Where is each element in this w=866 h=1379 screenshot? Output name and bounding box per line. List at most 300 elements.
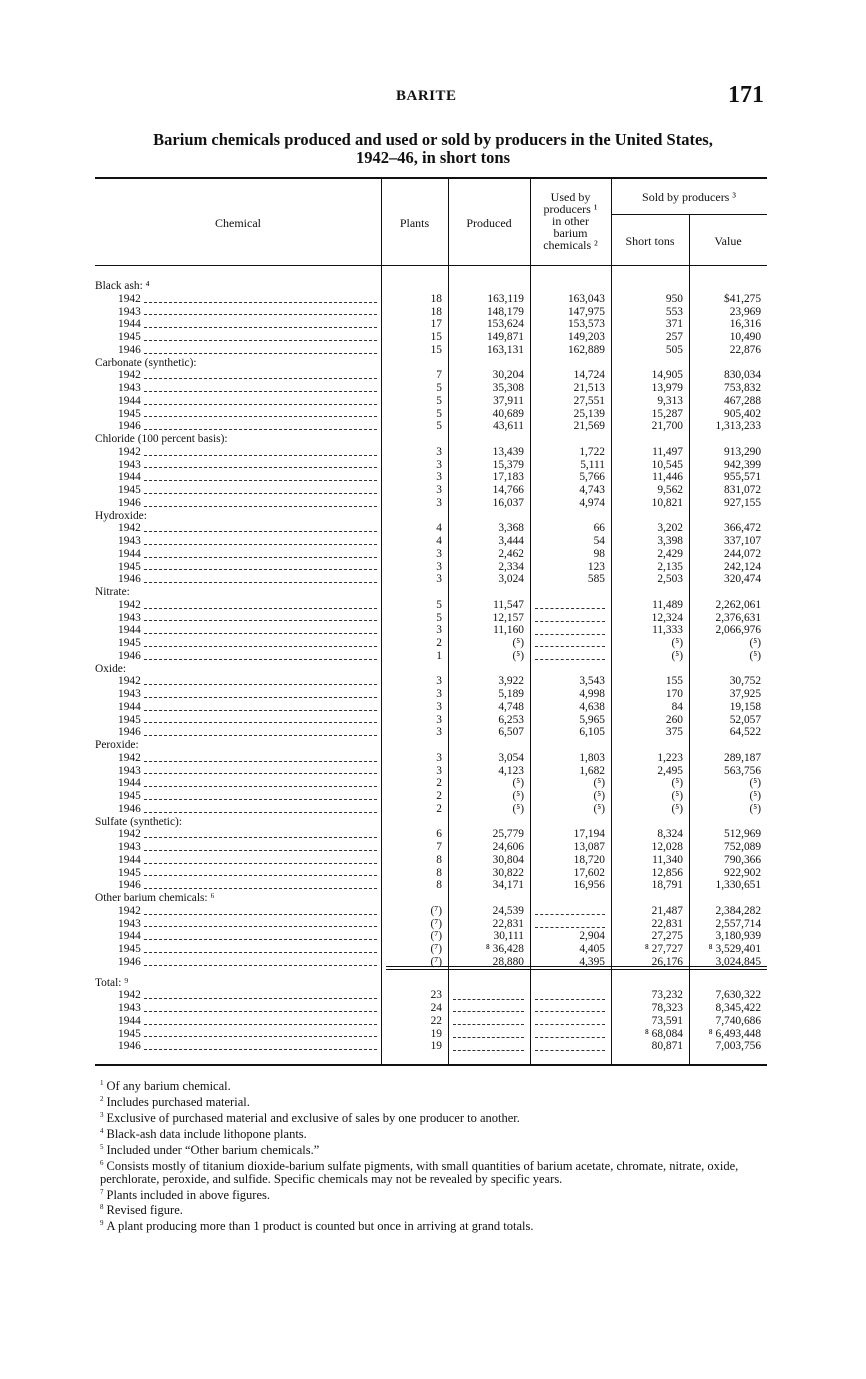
year-cell: 1944 xyxy=(95,701,381,714)
year-cell: 1945 xyxy=(95,331,381,344)
used-cell: (⁵) xyxy=(593,790,605,802)
category-row xyxy=(95,510,767,523)
plants-cell: 3 xyxy=(436,573,442,586)
used-cell: (⁵) xyxy=(593,802,605,815)
used-cell: 4,638 xyxy=(579,700,605,713)
footnote-mark: 4 xyxy=(100,1126,104,1135)
produced-cell: (⁵) xyxy=(512,637,524,649)
short-tons-cell: 553 xyxy=(665,305,683,318)
produced-cell: 153,624 xyxy=(486,318,524,331)
data-table xyxy=(95,280,767,1053)
value-cell: $41,275 xyxy=(724,292,762,305)
year-cell: 1945 xyxy=(95,943,381,956)
value-cell: 922,902 xyxy=(724,866,762,879)
spacer-row xyxy=(95,969,767,977)
table-row xyxy=(95,879,767,892)
table-row xyxy=(95,471,767,484)
footnote-text: Black-ash data include lithopone plants. xyxy=(106,1127,307,1142)
short-tons-cell: (⁵) xyxy=(671,649,683,662)
used-cell: (⁵) xyxy=(593,777,605,790)
table-row xyxy=(95,854,767,867)
used-cell: 5,111 xyxy=(580,458,605,471)
category-label: Total: ⁹ xyxy=(95,976,129,989)
plants-cell: 23 xyxy=(430,989,442,1002)
value-cell: 3,024,845 xyxy=(715,955,762,968)
page-number: 171 xyxy=(728,82,764,108)
plants-cell: 3 xyxy=(436,713,442,726)
produced-cell: 28,880 xyxy=(492,955,524,968)
short-tons-cell: 11,340 xyxy=(652,853,683,866)
value-cell: 7,630,322 xyxy=(715,989,762,1002)
footnote-text: A plant producing more than 1 product is counted but once in arriving at grand totals. xyxy=(106,1219,534,1234)
year-cell: 1944 xyxy=(95,395,381,408)
value-cell: 1,313,233 xyxy=(715,420,762,433)
produced-cell: 148,179 xyxy=(486,305,524,318)
footnote-text: Exclusive of purchased material and exclusive of sales by one producer to another. xyxy=(106,1111,520,1126)
produced-cell: 34,171 xyxy=(492,879,524,892)
plants-cell: 19 xyxy=(430,1027,442,1040)
used-cell: 153,573 xyxy=(567,318,605,331)
value-cell: 366,472 xyxy=(724,522,762,535)
table-row xyxy=(95,752,767,765)
year-cell: 1942 xyxy=(95,905,381,918)
table-row xyxy=(95,1040,767,1053)
plants-cell: 4 xyxy=(436,535,442,547)
header-bottom-rule xyxy=(95,265,767,266)
table-row xyxy=(95,446,767,459)
year-cell: 1944 xyxy=(95,1015,381,1028)
year-cell: 1942 xyxy=(95,989,381,1002)
table-row xyxy=(95,382,767,395)
plants-cell: 7 xyxy=(436,841,442,853)
year-cell: 1942 xyxy=(95,752,381,765)
produced-cell: (⁵) xyxy=(512,777,524,790)
category-row xyxy=(95,280,767,293)
value-cell: 320,474 xyxy=(724,573,762,586)
table-row xyxy=(95,828,767,841)
produced-cell: (⁵) xyxy=(512,802,524,815)
footnote-mark: 7 xyxy=(100,1187,104,1196)
year-cell: 1944 xyxy=(95,318,381,331)
table-row xyxy=(95,675,767,688)
table-row xyxy=(95,930,767,943)
col-header-sold-group: Sold by producers ³ xyxy=(642,190,736,204)
plants-cell: 3 xyxy=(436,764,442,777)
short-tons-cell: 78,323 xyxy=(651,1002,683,1014)
short-tons-cell: 12,324 xyxy=(651,611,683,624)
category-label: Black ash: ⁴ xyxy=(95,280,150,292)
footnote-mark: 8 xyxy=(100,1203,104,1212)
year-cell: 1944 xyxy=(95,548,381,561)
footnote-text: Included under “Other barium chemicals.” xyxy=(106,1142,320,1157)
empty-cell xyxy=(530,905,611,918)
produced-cell: 4,748 xyxy=(498,700,524,713)
used-cell: 1,803 xyxy=(579,751,605,764)
section-name: BARITE xyxy=(396,88,457,104)
short-tons-cell: 257 xyxy=(665,331,683,343)
year-cell: 1945 xyxy=(95,637,381,650)
value-cell: 512,969 xyxy=(724,828,762,841)
table-row xyxy=(95,612,767,625)
table-row xyxy=(95,905,767,918)
value-cell: 913,290 xyxy=(724,445,762,458)
value-cell: 242,124 xyxy=(724,560,762,573)
produced-cell: 3,444 xyxy=(498,535,524,547)
footnote-text: Includes purchased material. xyxy=(106,1095,250,1110)
year-cell: 1942 xyxy=(95,828,381,841)
value-cell: 64,522 xyxy=(729,726,762,739)
used-cell: 123 xyxy=(587,560,605,573)
table-row xyxy=(95,599,767,612)
table-row xyxy=(95,989,767,1002)
plants-cell: 6 xyxy=(436,828,442,841)
table-row xyxy=(95,535,767,548)
used-cell: 5,965 xyxy=(579,713,605,726)
produced-cell: 17,183 xyxy=(492,471,524,484)
footnote xyxy=(100,1125,772,1141)
value-cell: 7,740,686 xyxy=(715,1014,762,1027)
table-row xyxy=(95,650,767,663)
short-tons-cell: ⁸ 68,084 xyxy=(644,1027,683,1040)
year-cell: 1943 xyxy=(95,306,381,319)
table-row xyxy=(95,484,767,497)
table-row xyxy=(95,1028,767,1041)
used-cell: 1,682 xyxy=(579,764,605,777)
produced-cell: 30,804 xyxy=(492,853,524,866)
table-row xyxy=(95,395,767,408)
table-row xyxy=(95,624,767,637)
year-cell: 1944 xyxy=(95,854,381,867)
table-row xyxy=(95,943,767,956)
table-row xyxy=(95,726,767,739)
table-row xyxy=(95,318,767,331)
footnote xyxy=(100,1186,772,1202)
plants-cell: 8 xyxy=(436,866,442,879)
produced-cell: 25,779 xyxy=(492,828,524,841)
table-row xyxy=(95,344,767,357)
year-cell: 1944 xyxy=(95,471,381,484)
produced-cell: 11,160 xyxy=(493,624,524,637)
used-cell: 163,043 xyxy=(567,292,605,305)
produced-cell: 149,871 xyxy=(486,331,524,343)
short-tons-cell: 3,398 xyxy=(657,535,683,547)
year-cell: 1945 xyxy=(95,484,381,497)
empty-cell xyxy=(530,1015,611,1028)
table-row xyxy=(95,777,767,790)
produced-cell: 37,911 xyxy=(493,394,524,407)
year-cell: 1945 xyxy=(95,790,381,803)
table-top-rule xyxy=(95,177,767,179)
produced-cell: 43,611 xyxy=(493,420,524,433)
col-header-plants: Plants xyxy=(399,216,430,230)
value-cell: (⁵) xyxy=(749,790,762,802)
year-cell: 1943 xyxy=(95,612,381,625)
short-tons-cell: (⁵) xyxy=(671,802,683,815)
footnote xyxy=(100,1201,772,1217)
year-cell: 1944 xyxy=(95,930,381,943)
produced-cell: 2,334 xyxy=(498,560,524,573)
year-cell: 1942 xyxy=(95,446,381,459)
table-row xyxy=(95,369,767,382)
short-tons-cell: 80,871 xyxy=(651,1040,683,1053)
value-cell: 942,399 xyxy=(724,458,762,471)
used-cell: 17,602 xyxy=(573,866,605,879)
table-row xyxy=(95,408,767,421)
footnote-mark: 3 xyxy=(100,1110,104,1119)
value-cell: 30,752 xyxy=(729,675,762,688)
table-row xyxy=(95,293,767,306)
value-cell: 2,384,282 xyxy=(715,904,762,917)
produced-cell: (⁵) xyxy=(512,790,524,802)
value-cell: 563,756 xyxy=(724,764,762,777)
table-row xyxy=(95,688,767,701)
short-tons-cell: 950 xyxy=(665,292,683,305)
footnote xyxy=(100,1093,772,1109)
value-cell: 3,180,939 xyxy=(715,930,762,943)
footnote xyxy=(100,1157,772,1186)
plants-cell: (⁷) xyxy=(430,930,442,943)
plants-cell: 18 xyxy=(430,305,442,318)
table-title xyxy=(80,131,786,167)
plants-cell: 8 xyxy=(436,879,442,892)
year-cell: 1943 xyxy=(95,918,381,931)
footnote xyxy=(100,1077,772,1093)
plants-cell: 5 xyxy=(436,382,442,394)
empty-cell xyxy=(530,1002,611,1015)
table-row xyxy=(95,548,767,561)
footnote-mark: 2 xyxy=(100,1094,104,1103)
year-cell: 1946 xyxy=(95,497,381,510)
produced-cell: 30,822 xyxy=(492,866,524,879)
produced-cell: 2,462 xyxy=(498,547,524,560)
year-cell: 1944 xyxy=(95,624,381,637)
short-tons-cell: 260 xyxy=(665,713,683,726)
produced-cell: 13,439 xyxy=(492,445,524,458)
year-cell: 1943 xyxy=(95,535,381,548)
plants-cell: 2 xyxy=(436,802,442,815)
value-cell: 2,557,714 xyxy=(715,917,762,930)
short-tons-cell: 26,176 xyxy=(651,955,683,968)
used-cell: 21,569 xyxy=(573,420,605,433)
category-row xyxy=(95,663,767,676)
table-row xyxy=(95,420,767,433)
year-cell: 1942 xyxy=(95,599,381,612)
category-row xyxy=(95,433,767,446)
plants-cell: 5 xyxy=(436,420,442,433)
empty-cell xyxy=(530,624,611,637)
footnote-mark: 1 xyxy=(100,1079,104,1087)
table-row xyxy=(95,522,767,535)
used-cell: 4,998 xyxy=(579,688,605,700)
footnote-mark: 9 xyxy=(100,1219,104,1228)
empty-cell xyxy=(530,599,611,612)
year-cell: 1946 xyxy=(95,344,381,357)
used-cell: 17,194 xyxy=(573,828,605,841)
value-cell: 19,158 xyxy=(729,700,762,713)
short-tons-cell: 12,856 xyxy=(651,866,683,879)
produced-cell: 6,507 xyxy=(498,726,524,739)
produced-cell: 5,189 xyxy=(498,688,524,700)
short-tons-cell: (⁵) xyxy=(671,777,683,790)
year-cell: 1946 xyxy=(95,956,381,969)
category-label: Sulfate (synthetic): xyxy=(95,815,182,828)
used-cell: 1,722 xyxy=(579,445,605,458)
short-tons-cell: 15,287 xyxy=(651,407,683,420)
value-cell: 831,072 xyxy=(724,484,762,496)
year-cell: 1946 xyxy=(95,1040,381,1053)
short-tons-cell: 2,135 xyxy=(657,560,683,573)
short-tons-cell: 18,791 xyxy=(651,879,683,892)
short-tons-cell: 2,495 xyxy=(657,764,683,777)
value-cell: 22,876 xyxy=(729,343,762,356)
short-tons-cell: 371 xyxy=(665,318,683,331)
used-cell: 162,889 xyxy=(567,343,605,356)
empty-cell xyxy=(530,650,611,663)
category-row xyxy=(95,586,767,599)
value-cell: 2,376,631 xyxy=(715,611,762,624)
plants-cell: 15 xyxy=(430,343,442,356)
short-tons-cell: 21,487 xyxy=(651,904,683,917)
plants-cell: 5 xyxy=(436,407,442,420)
value-cell: 2,262,061 xyxy=(715,598,762,611)
empty-cell xyxy=(448,989,530,1002)
year-cell: 1943 xyxy=(95,765,381,778)
produced-cell: 12,157 xyxy=(492,611,524,624)
year-cell: 1945 xyxy=(95,867,381,880)
produced-cell: 30,111 xyxy=(493,930,524,943)
produced-cell: 3,368 xyxy=(498,522,524,535)
short-tons-cell: 11,446 xyxy=(652,471,683,484)
plants-cell: 8 xyxy=(436,853,442,866)
plants-cell: 1 xyxy=(436,649,442,662)
table-row xyxy=(95,573,767,586)
value-cell: ⁸ 6,493,448 xyxy=(708,1027,762,1040)
value-cell: 8,345,422 xyxy=(715,1002,762,1014)
plants-cell: 7 xyxy=(436,369,442,382)
short-tons-cell: 2,429 xyxy=(657,547,683,560)
category-row xyxy=(95,739,767,752)
year-cell: 1942 xyxy=(95,369,381,382)
produced-cell: 15,379 xyxy=(492,458,524,471)
table-row xyxy=(95,497,767,510)
footnote-text: Of any barium chemical. xyxy=(106,1079,231,1094)
value-cell: (⁵) xyxy=(749,649,762,662)
value-cell: 752,089 xyxy=(724,841,762,853)
year-cell: 1943 xyxy=(95,841,381,854)
footnote-mark: 5 xyxy=(100,1142,104,1151)
category-label: Peroxide: xyxy=(95,739,139,751)
used-cell: 21,513 xyxy=(573,382,605,394)
used-cell: 54 xyxy=(593,535,605,547)
used-cell: 6,105 xyxy=(579,726,605,739)
category-label: Other barium chemicals: ⁶ xyxy=(95,892,215,904)
value-cell: 1,330,651 xyxy=(715,879,762,892)
value-cell: 16,316 xyxy=(729,318,762,331)
plants-cell: 4 xyxy=(436,522,442,535)
plants-cell: 3 xyxy=(436,751,442,764)
value-cell: 23,969 xyxy=(729,305,762,318)
used-cell: 3,543 xyxy=(579,675,605,688)
table-row xyxy=(95,714,767,727)
plants-cell: 3 xyxy=(436,471,442,484)
year-cell: 1946 xyxy=(95,573,381,586)
table-row xyxy=(95,803,767,816)
value-cell: 2,066,976 xyxy=(715,624,762,637)
short-tons-cell: 505 xyxy=(665,343,683,356)
year-cell: 1945 xyxy=(95,408,381,421)
footnote-text: Revised figure. xyxy=(106,1203,183,1218)
value-cell: 289,187 xyxy=(724,751,762,764)
empty-cell xyxy=(530,612,611,625)
used-cell: 149,203 xyxy=(567,331,605,343)
plants-cell: 3 xyxy=(436,484,442,496)
table-row xyxy=(95,306,767,319)
plants-cell: (⁷) xyxy=(430,917,442,930)
used-cell: 98 xyxy=(593,547,605,560)
table-bottom-rule xyxy=(95,1064,767,1066)
value-cell: 467,288 xyxy=(724,394,762,407)
value-cell: 337,107 xyxy=(724,535,762,547)
used-cell: 4,974 xyxy=(579,496,605,509)
footnote-mark: 6 xyxy=(100,1158,104,1167)
empty-cell xyxy=(448,1015,530,1028)
year-cell: 1946 xyxy=(95,803,381,816)
plants-cell: 3 xyxy=(436,458,442,471)
table-row xyxy=(95,331,767,344)
empty-cell xyxy=(530,1028,611,1041)
produced-cell: 3,054 xyxy=(498,751,524,764)
produced-cell: 35,308 xyxy=(492,382,524,394)
produced-cell: 14,766 xyxy=(492,484,524,496)
empty-cell xyxy=(530,637,611,650)
used-cell: 4,743 xyxy=(579,484,605,496)
produced-cell: 30,204 xyxy=(492,369,524,382)
value-cell: 52,057 xyxy=(729,713,762,726)
produced-cell: ⁸ 36,428 xyxy=(485,943,524,955)
table-row xyxy=(95,765,767,778)
produced-cell: 163,119 xyxy=(487,292,524,305)
year-cell: 1946 xyxy=(95,879,381,892)
short-tons-cell: 13,979 xyxy=(651,382,683,394)
short-tons-cell: 11,497 xyxy=(652,445,683,458)
col-header-chemical: Chemical xyxy=(215,216,261,230)
category-label: Carbonate (synthetic): xyxy=(95,356,197,369)
plants-cell: 5 xyxy=(436,611,442,624)
plants-cell: (⁷) xyxy=(430,904,442,917)
plants-cell: 18 xyxy=(430,292,442,305)
value-cell: (⁵) xyxy=(749,637,762,649)
empty-cell xyxy=(530,918,611,931)
footnote-text: Plants included in above figures. xyxy=(106,1187,271,1202)
table-title-line-1: Barium chemicals produced and used or sold by producers in the United States, xyxy=(153,130,713,149)
short-tons-cell: 1,223 xyxy=(657,751,683,764)
plants-cell: 3 xyxy=(436,675,442,688)
produced-cell: (⁵) xyxy=(512,649,524,662)
value-cell: 244,072 xyxy=(724,547,762,560)
table-row xyxy=(95,561,767,574)
category-label: Nitrate: xyxy=(95,586,130,598)
produced-cell: 3,922 xyxy=(498,675,524,688)
used-cell: 4,405 xyxy=(579,943,605,955)
used-cell: 147,975 xyxy=(567,305,605,318)
produced-cell: 16,037 xyxy=(492,496,524,509)
used-cell: 14,724 xyxy=(573,369,605,382)
produced-cell: 163,131 xyxy=(486,343,524,356)
short-tons-cell: 155 xyxy=(665,675,683,688)
short-tons-cell: 22,831 xyxy=(651,917,683,930)
year-cell: 1945 xyxy=(95,561,381,574)
plants-cell: 24 xyxy=(430,1002,442,1014)
